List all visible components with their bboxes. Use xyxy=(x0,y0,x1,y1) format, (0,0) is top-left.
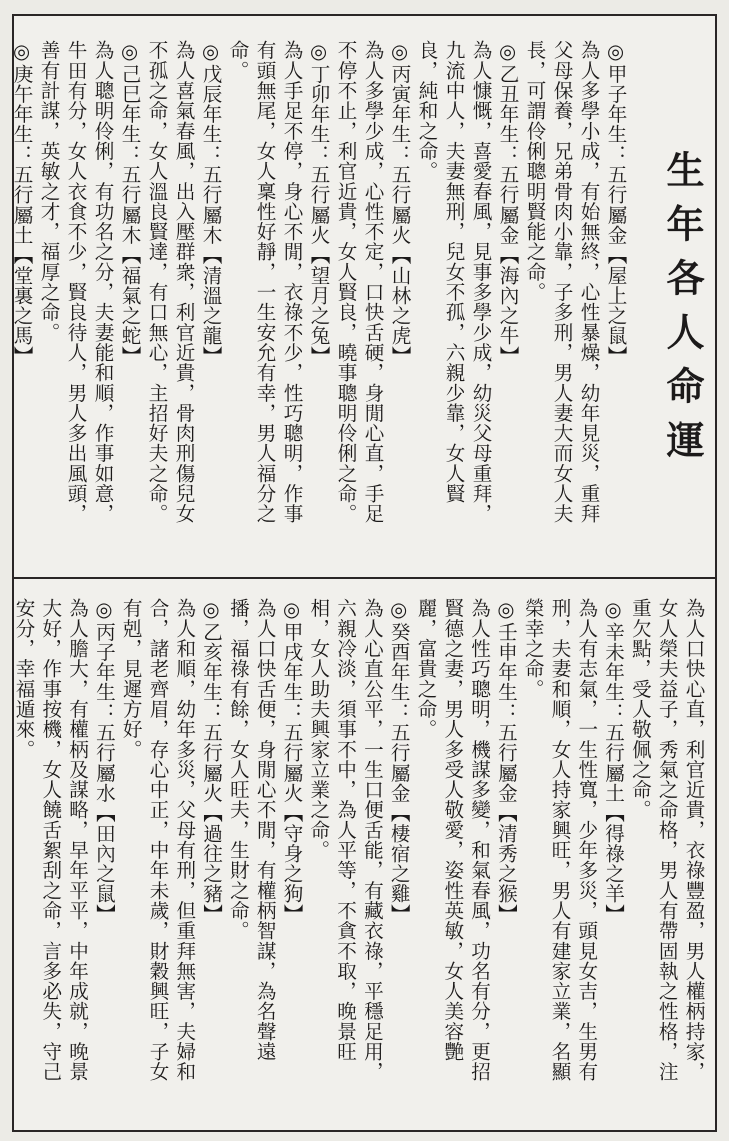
entry-heading: ◎丙寅年生：五行屬火【山林之虎】 xyxy=(388,40,411,366)
entry-text-column: 榮幸之命。 xyxy=(521,598,545,699)
entry-text-column: 良，純和之命。 xyxy=(415,40,438,182)
entry-text-column: 相，女人助夫興家立業之命。 xyxy=(306,598,330,860)
entry-text-column: 為人多學少成，心性不定，口快舌硬，身閒心直，手足 xyxy=(361,40,384,524)
entry-heading: ◎丙子年生：五行屬水【田內之鼠】 xyxy=(92,598,116,924)
entry-heading: ◎庚午年生：五行屬土【堂裏之馬】 xyxy=(10,40,33,366)
entry-text-column: 不孤之命，女人溫良賢達，有口無心，主招好夫之命。 xyxy=(145,40,168,524)
section-divider xyxy=(14,577,715,579)
entry-heading: ◎丁卯年生：五行屬火【望月之兔】 xyxy=(307,40,330,366)
entry-text-column: 長，可謂伶俐聰明賢能之命。 xyxy=(523,40,546,302)
entry-text-column: 為人心直公平，一生口便舌能，有藏衣祿，平穩足用， xyxy=(360,598,384,1082)
entry-text-column: 為人有志氣，一生性寬，少年多災，頭見女吉，生男有 xyxy=(574,598,598,1082)
entry-text-column: 九流中人，夫妻無刑，兒女不孤，六親少靠，女人賢 xyxy=(442,40,465,504)
entry-text-column: 為人聰明伶俐，有功名之分，夫妻能和順，作事如意， xyxy=(91,40,114,524)
entry-text-column: 為人和順，幼年多災，父母有刑，但重拜無害，夫婦和 xyxy=(172,598,196,1082)
entry-text-column: 重欠點，受人敬佩之命。 xyxy=(628,598,652,820)
entry-heading: ◎壬申年生：五行屬金【清秀之猴】 xyxy=(494,598,518,924)
entry-text-column: 為人慷慨，喜愛春風，見事多學少成，幼災父母重拜， xyxy=(469,40,492,524)
entry-text-column: 大好，作事按機，女人饒舌絮刮之命，言多必失，守己 xyxy=(38,598,62,1082)
entry-text-column: 合，諸老齊眉，存心中正，中年未歲，財穀興旺，子女 xyxy=(146,598,169,1082)
entry-heading: ◎戊辰年生：五行屬木【清溫之龍】 xyxy=(199,40,222,366)
entry-text-column: 命。 xyxy=(226,40,249,81)
entry-text-column: 不停不止，利官近貴，女人賢良，曉事聰明伶俐之命。 xyxy=(334,40,357,524)
page-title: 生年各人命運 xyxy=(660,150,705,474)
entry-text-column: 父母保養，兄弟骨肉小靠，子多刑，男人妻大而女人夫 xyxy=(550,40,573,524)
entry-text-column: 為人多學小成，有始無終，心性暴燥，幼年見災，重拜 xyxy=(577,40,600,524)
entry-text-column: 安分，幸福遁來。 xyxy=(12,598,35,760)
entry-text-column: 麗，富貴之命。 xyxy=(414,598,437,740)
entry-text-column: 為人膽大，有權柄及謀略，早年平平，中年成就，晚景 xyxy=(65,598,89,1082)
entry-text-column: 為人手足不停，身心不閒，衣祿不少，性巧聰明，作事 xyxy=(280,40,303,524)
entry-heading: ◎乙丑年生：五行屬金【海內之牛】 xyxy=(496,40,519,366)
entry-heading: ◎乙亥年生：五行屬火【過往之豬】 xyxy=(199,598,223,924)
entry-text-column: 賢德之妻，男人多受人敬愛，姿性英敏，女人美容艷 xyxy=(440,598,464,1062)
entry-text-column: 六親冷淡，須事不中，為人平等，不貪不取，晚景旺 xyxy=(333,598,357,1062)
entry-heading: ◎己巳年生：五行屬木【福氣之蛇】 xyxy=(118,40,141,366)
entry-heading: ◎甲戌年生：五行屬火【守身之狗】 xyxy=(280,598,303,924)
entry-heading: ◎癸酉年生：五行屬金【棲宿之雞】 xyxy=(387,598,411,924)
entry-text-column: 為人口快心直，利官近貴，衣祿豐盈，男人權柄持家， xyxy=(682,598,705,1082)
entry-text-column: 女人榮夫益子，秀氣之命格，男人有帶固執之性格，注 xyxy=(655,598,679,1082)
entry-heading: ◎甲子年生：五行屬金【屋上之鼠】 xyxy=(604,40,627,366)
entry-text-column: 為人口快舌便，身閒心不閒，有權柄智謀，為名聲遠 xyxy=(253,598,277,1062)
entry-text-column: 有剋，見遲方好。 xyxy=(119,598,143,760)
entry-text-column: 有頭無尾，女人稟性好靜，一生安允有幸，男人福分之 xyxy=(253,40,276,524)
entry-text-column: 播，福祿有餘，女人旺夫，生財之命。 xyxy=(226,598,250,941)
entry-text-column: 為人性巧聰明，機謀多變，和氣春風，功名有分，更招 xyxy=(467,598,491,1082)
entry-text-column: 為人喜氣春風，出入壓群衆，利官近貴，骨肉刑傷兒女 xyxy=(172,40,195,524)
entry-heading: ◎辛未年生：五行屬土【得祿之羊】 xyxy=(601,598,625,924)
entry-text-column: 善有計謀，英敏之才，福厚之命。 xyxy=(37,40,60,343)
entry-text-column: 刑，夫妻和順，女人持家興旺，男人有建家立業，名顯 xyxy=(548,598,571,1082)
entry-text-column: 牛田有分，女人衣食不少，賢良待人，男人多出風頭， xyxy=(64,40,87,524)
